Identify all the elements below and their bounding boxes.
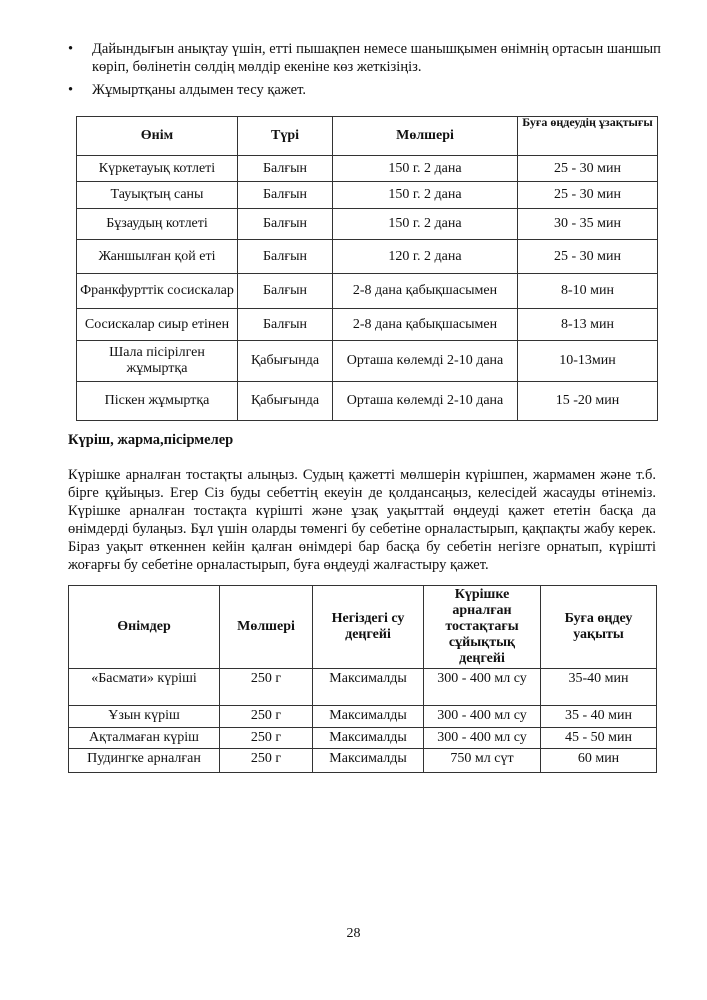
table-row bbox=[69, 706, 657, 728]
table-cell: 120 г. 2 дана bbox=[333, 240, 518, 274]
table-cell: Максималды bbox=[313, 669, 424, 706]
table-cell: 25 - 30 мин bbox=[518, 156, 658, 182]
table-cell: 250 г bbox=[220, 706, 313, 728]
table-cell: Қабығында bbox=[238, 382, 333, 421]
header-cell: Буға өңдеу уақыты bbox=[541, 586, 657, 669]
table-cell: 30 - 35 мин bbox=[518, 209, 658, 240]
header-cell: Түрі bbox=[238, 117, 333, 156]
header-cell: Мөлшері bbox=[220, 586, 313, 669]
table-cell: 35 - 40 мин bbox=[541, 706, 657, 728]
table-cell: Піскен жұмыртқа bbox=[77, 382, 238, 421]
table-cell: 60 мин bbox=[541, 749, 657, 773]
table-cell: 8-13 мин bbox=[518, 309, 658, 341]
section-title: Күріш, жарма,пісірмелер bbox=[68, 432, 234, 448]
bullet-icon: • bbox=[68, 41, 74, 57]
table-row bbox=[77, 309, 658, 341]
bullet-item: • Дайындығын анықтау үшін, етті пышақпен немесе шанышқымен өнімнің ортасын шаншып көріп, бөлінетін сөлдің мөлдір екеніне көз жеткізіңіз. bbox=[68, 41, 661, 75]
table-cell: 15 -20 мин bbox=[518, 382, 658, 421]
header-cell: Негіздегі су деңгейі bbox=[313, 586, 424, 669]
table-row bbox=[77, 182, 658, 209]
header-cell: Өнім bbox=[77, 117, 238, 156]
table-cell: 25 - 30 мин bbox=[518, 182, 658, 209]
table-cell: Жаншылған қой еті bbox=[77, 240, 238, 274]
table-cell: Пудингке арналған bbox=[69, 749, 220, 773]
table-cell: Сосискалар сиыр етінен bbox=[77, 309, 238, 341]
table-row bbox=[69, 669, 657, 706]
table-row bbox=[77, 240, 658, 274]
header-cell: Мөлшері bbox=[333, 117, 518, 156]
table-cell: 300 - 400 мл су bbox=[424, 669, 541, 706]
table-cell: 750 мл сүт bbox=[424, 749, 541, 773]
page-number: 28 bbox=[346, 926, 361, 941]
table-cell: «Басмати» күріші bbox=[69, 669, 220, 706]
steaming-rice-table bbox=[68, 585, 657, 773]
table-cell: Франкфурттік сосискалар bbox=[77, 274, 238, 309]
table-cell: 8-10 мин bbox=[518, 274, 658, 309]
steaming-meat-table bbox=[76, 116, 658, 421]
table-cell: Ұзын күріш bbox=[69, 706, 220, 728]
table-cell: 300 - 400 мл су bbox=[424, 706, 541, 728]
header-cell: Өнімдер bbox=[69, 586, 220, 669]
table-cell: Бұзаудың котлеті bbox=[77, 209, 238, 240]
table-cell: 300 - 400 мл су bbox=[424, 728, 541, 749]
table-row bbox=[77, 156, 658, 182]
table-cell: 150 г. 2 дана bbox=[333, 182, 518, 209]
table-cell: Максималды bbox=[313, 728, 424, 749]
table-cell: Тауықтың саны bbox=[77, 182, 238, 209]
table-row bbox=[69, 728, 657, 749]
table-cell: 150 г. 2 дана bbox=[333, 209, 518, 240]
paragraph: Күрішке арналған тостақты алыңыз. Судың қажетті мөлшерін күрішпен, жармамен және т.б. бірге құйыңыз. Егер Сіз буды себеттің екеуін де қолдансаңыз, келесідей жасауды өтінеміз. Күрішке арналған тостақта күрішті және ұзақ уақыттай өңдеуді қажет ететін басқа да өнімдерді булаңыз. Бұл үшін оларды төменгі бу себетіне орналастырып, қақпақты жабу керек. Біраз уақыт өткеннен кейін қалған өнімдері бар басқа бу себетін негізге орнатып, күрішті жоғарғы бу себетіне орналастырып, буға өңдеуді жалғастыру қажет. bbox=[68, 467, 656, 573]
header-cell: Күрішке арналған тостақтағы сұйықтық деңгейі bbox=[424, 586, 541, 669]
table-header-row bbox=[77, 117, 658, 156]
table-cell: 250 г bbox=[220, 749, 313, 773]
table-cell: 25 - 30 мин bbox=[518, 240, 658, 274]
header-cell: Буға өңдеудің ұзақтығы bbox=[518, 117, 658, 156]
table-cell: 250 г bbox=[220, 728, 313, 749]
table-row bbox=[77, 209, 658, 240]
table-cell: Балғын bbox=[238, 156, 333, 182]
table-cell: 2-8 дана қабықшасымен bbox=[333, 274, 518, 309]
table-cell: Максималды bbox=[313, 706, 424, 728]
table-cell: Балғын bbox=[238, 182, 333, 209]
table-cell: Күркетауық котлеті bbox=[77, 156, 238, 182]
bullet-item: • Жұмыртқаны алдымен тесу қажет. bbox=[68, 82, 306, 98]
table-cell: Балғын bbox=[238, 309, 333, 341]
bullet-icon: • bbox=[68, 82, 74, 98]
table-row bbox=[69, 749, 657, 773]
table-cell: Қабығында bbox=[238, 341, 333, 382]
table-header-row bbox=[69, 586, 657, 669]
table-cell: 250 г bbox=[220, 669, 313, 706]
table-cell: 35-40 мин bbox=[541, 669, 657, 706]
table-cell: 10-13мин bbox=[518, 341, 658, 382]
table-cell: 45 - 50 мин bbox=[541, 728, 657, 749]
table-cell: Балғын bbox=[238, 240, 333, 274]
table-cell: Максималды bbox=[313, 749, 424, 773]
table-row bbox=[77, 274, 658, 309]
table-cell: 2-8 дана қабықшасымен bbox=[333, 309, 518, 341]
table-cell: Орташа көлемді 2-10 дана bbox=[333, 341, 518, 382]
table-cell: Балғын bbox=[238, 209, 333, 240]
table-cell: 150 г. 2 дана bbox=[333, 156, 518, 182]
table-cell: Шала пісірілген жұмыртқа bbox=[77, 341, 238, 382]
table-cell: Балғын bbox=[238, 274, 333, 309]
table-row bbox=[77, 382, 658, 421]
table-row bbox=[77, 341, 658, 382]
table-cell: Ақталмаған күріш bbox=[69, 728, 220, 749]
table-cell: Орташа көлемді 2-10 дана bbox=[333, 382, 518, 421]
